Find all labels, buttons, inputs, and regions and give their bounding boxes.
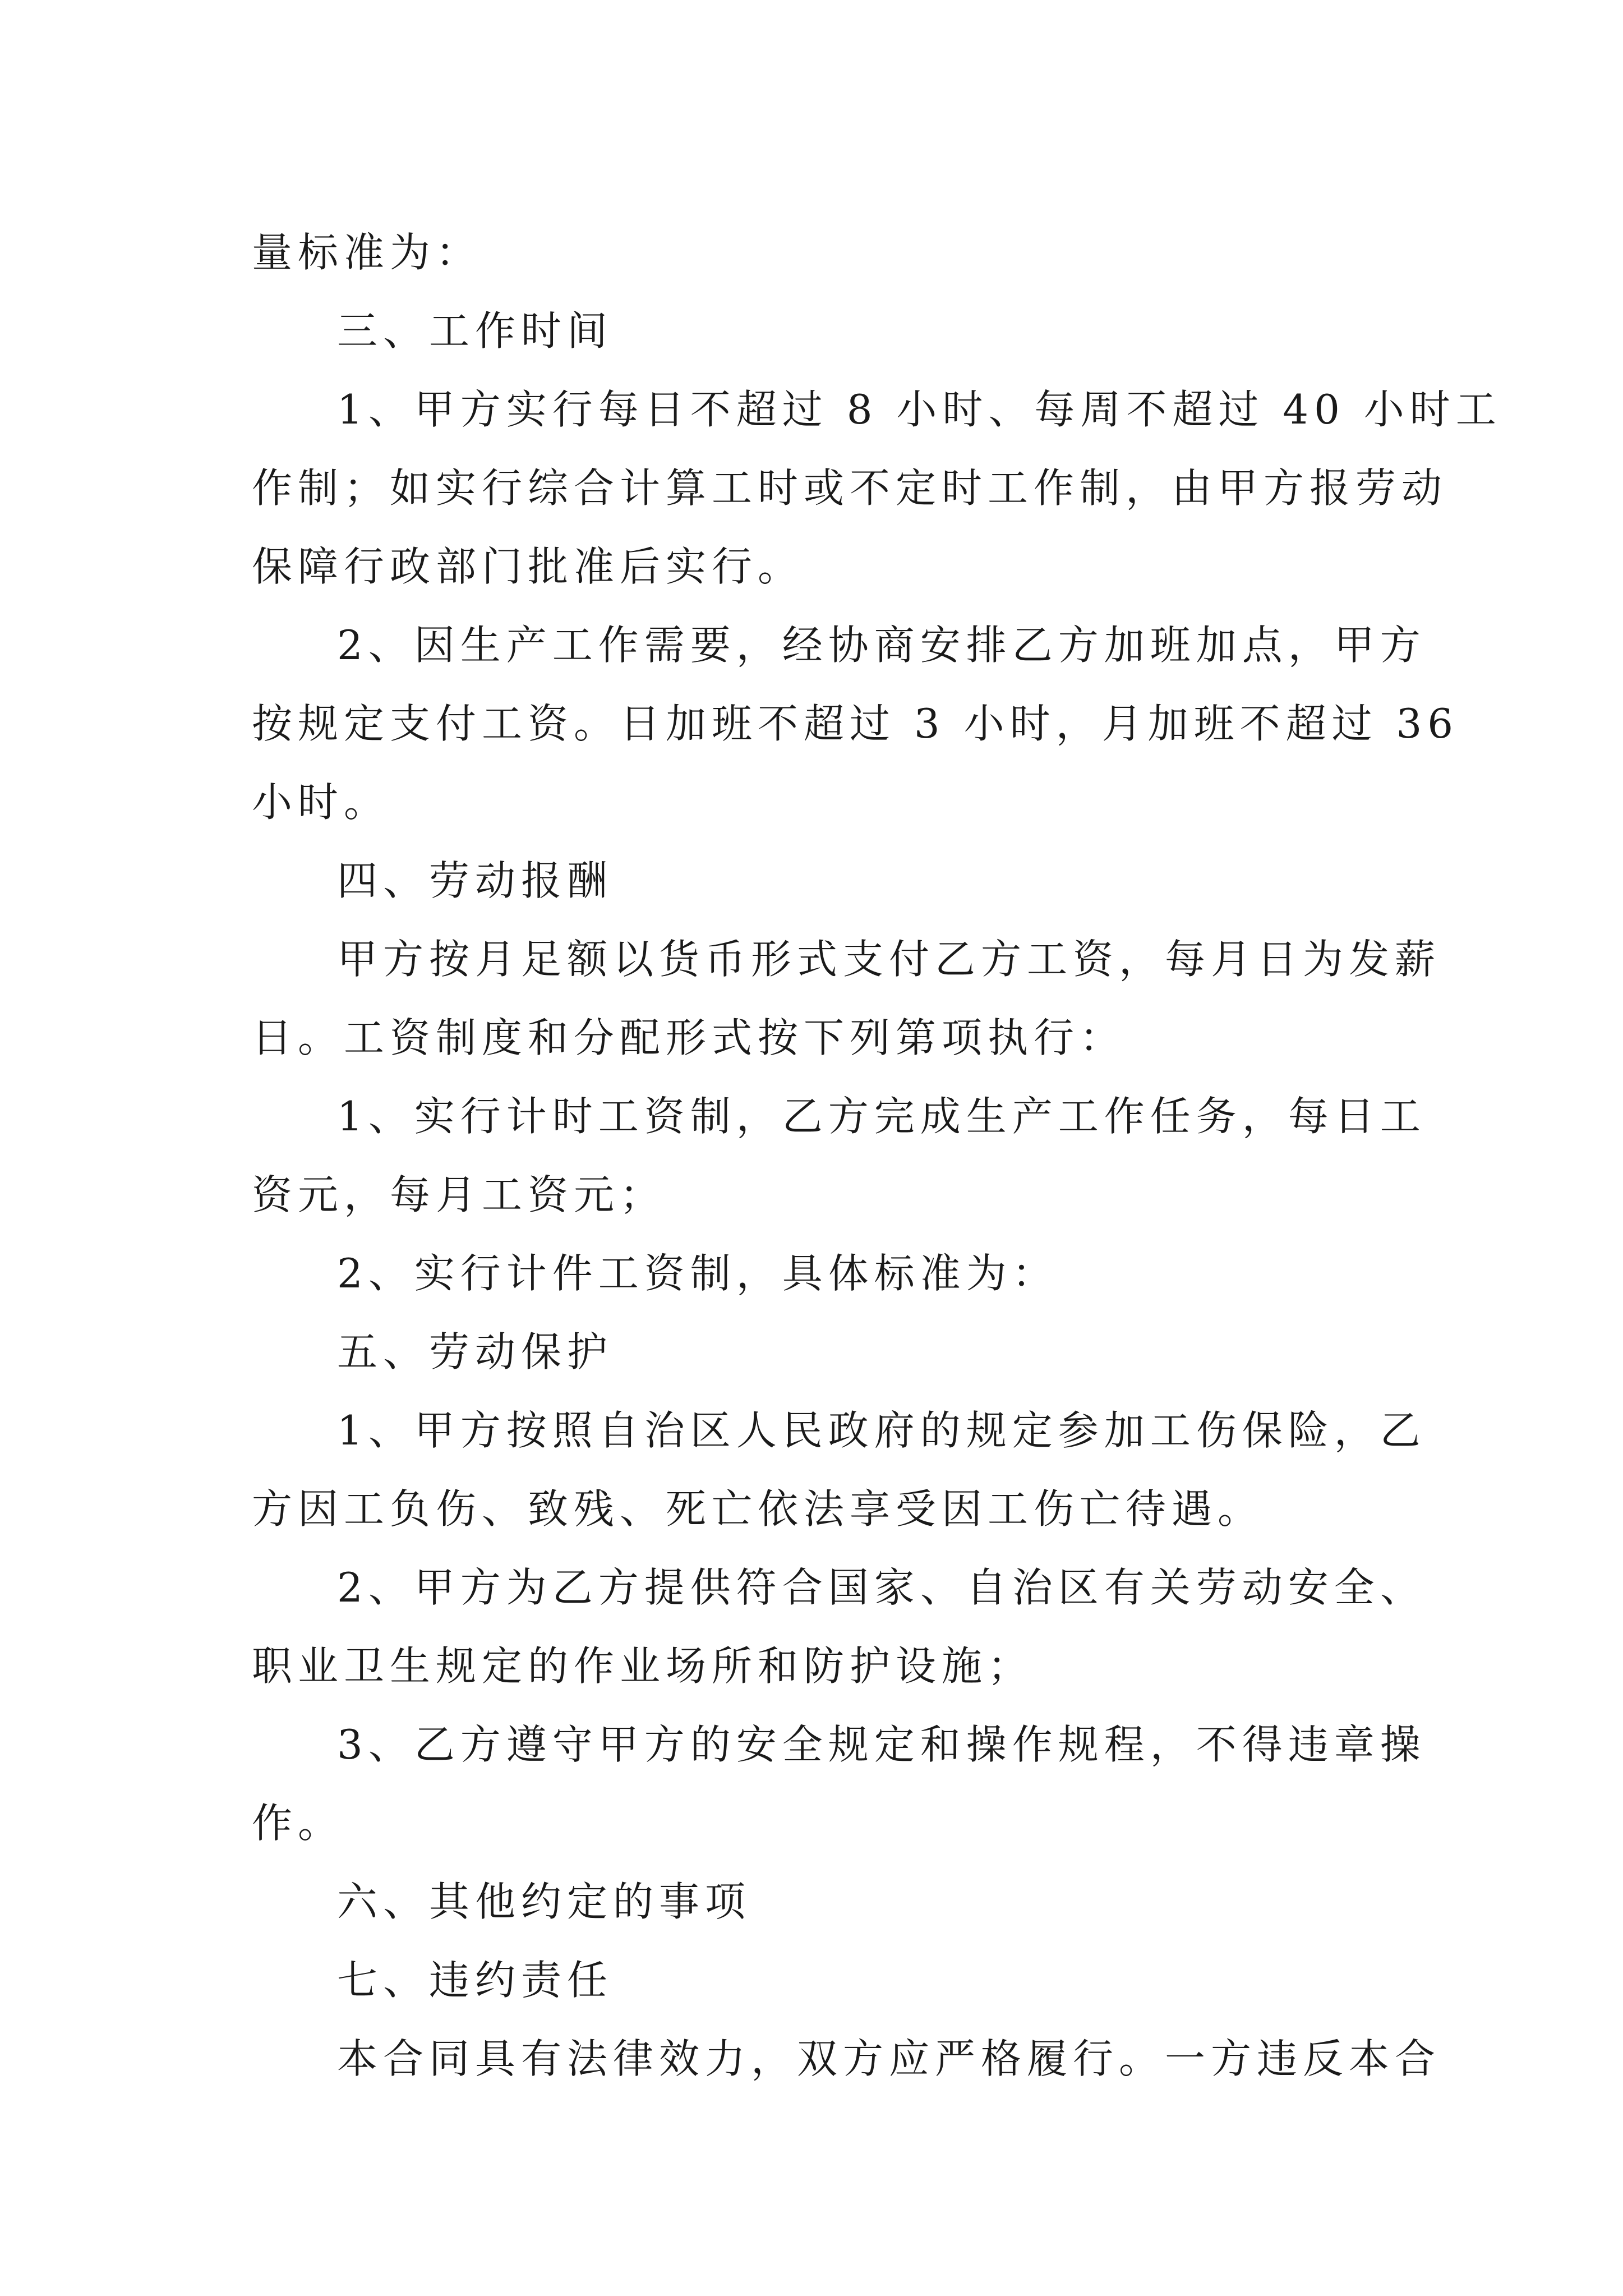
section-heading: 七、违约责任 xyxy=(337,1957,614,2004)
text-line: 资元，每月工资元； xyxy=(252,1171,666,1218)
document-body xyxy=(252,213,1502,2098)
text-line: 2、因生产工作需要，经协商安排乙方加班加点，甲方 xyxy=(337,622,1426,669)
text-line: 作。 xyxy=(252,1800,344,1847)
text-line: 作制；如实行综合计算工时或不定时工作制，由甲方报劳动 xyxy=(252,464,1448,512)
text-line: 量标准为： xyxy=(252,229,482,276)
text-line: 本合同具有法律效力，双方应严格履行。一方违反本合 xyxy=(337,2035,1441,2082)
text-line: 1、甲方按照自治区人民政府的规定参加工伤保险，乙 xyxy=(337,1407,1426,1454)
text-line: 日。工资制度和分配形式按下列第项执行： xyxy=(252,1014,1126,1061)
text-line: 方因工负伤、致残、死亡依法享受因工伤亡待遇。 xyxy=(252,1485,1264,1533)
text-line: 甲方按月足额以货币形式支付乙方工资，每月日为发薪 xyxy=(337,936,1441,983)
text-line: 1、甲方实行每日不超过 8 小时、每周不超过 40 小时工 xyxy=(337,386,1502,433)
section-heading: 六、其他约定的事项 xyxy=(337,1878,751,1925)
text-line: 2、甲方为乙方提供符合国家、自治区有关劳动安全、 xyxy=(337,1564,1426,1611)
section-heading: 三、工作时间 xyxy=(337,307,614,355)
text-line: 1、实行计时工资制，乙方完成生产工作任务，每日工 xyxy=(337,1093,1426,1140)
text-line: 职业卫生规定的作业场所和防护设施； xyxy=(252,1642,1034,1690)
text-line: 小时。 xyxy=(252,779,390,826)
section-heading: 五、劳动保护 xyxy=(337,1328,614,1375)
text-line: 保障行政部门批准后实行。 xyxy=(252,543,804,590)
text-line: 3、乙方遵守甲方的安全规定和操作规程，不得违章操 xyxy=(337,1721,1426,1768)
section-heading: 四、劳动报酬 xyxy=(337,857,614,904)
text-line: 按规定支付工资。日加班不超过 3 小时，月加班不超过 36 xyxy=(252,700,1459,747)
text-line: 2、实行计件工资制，具体标准为： xyxy=(337,1250,1058,1297)
